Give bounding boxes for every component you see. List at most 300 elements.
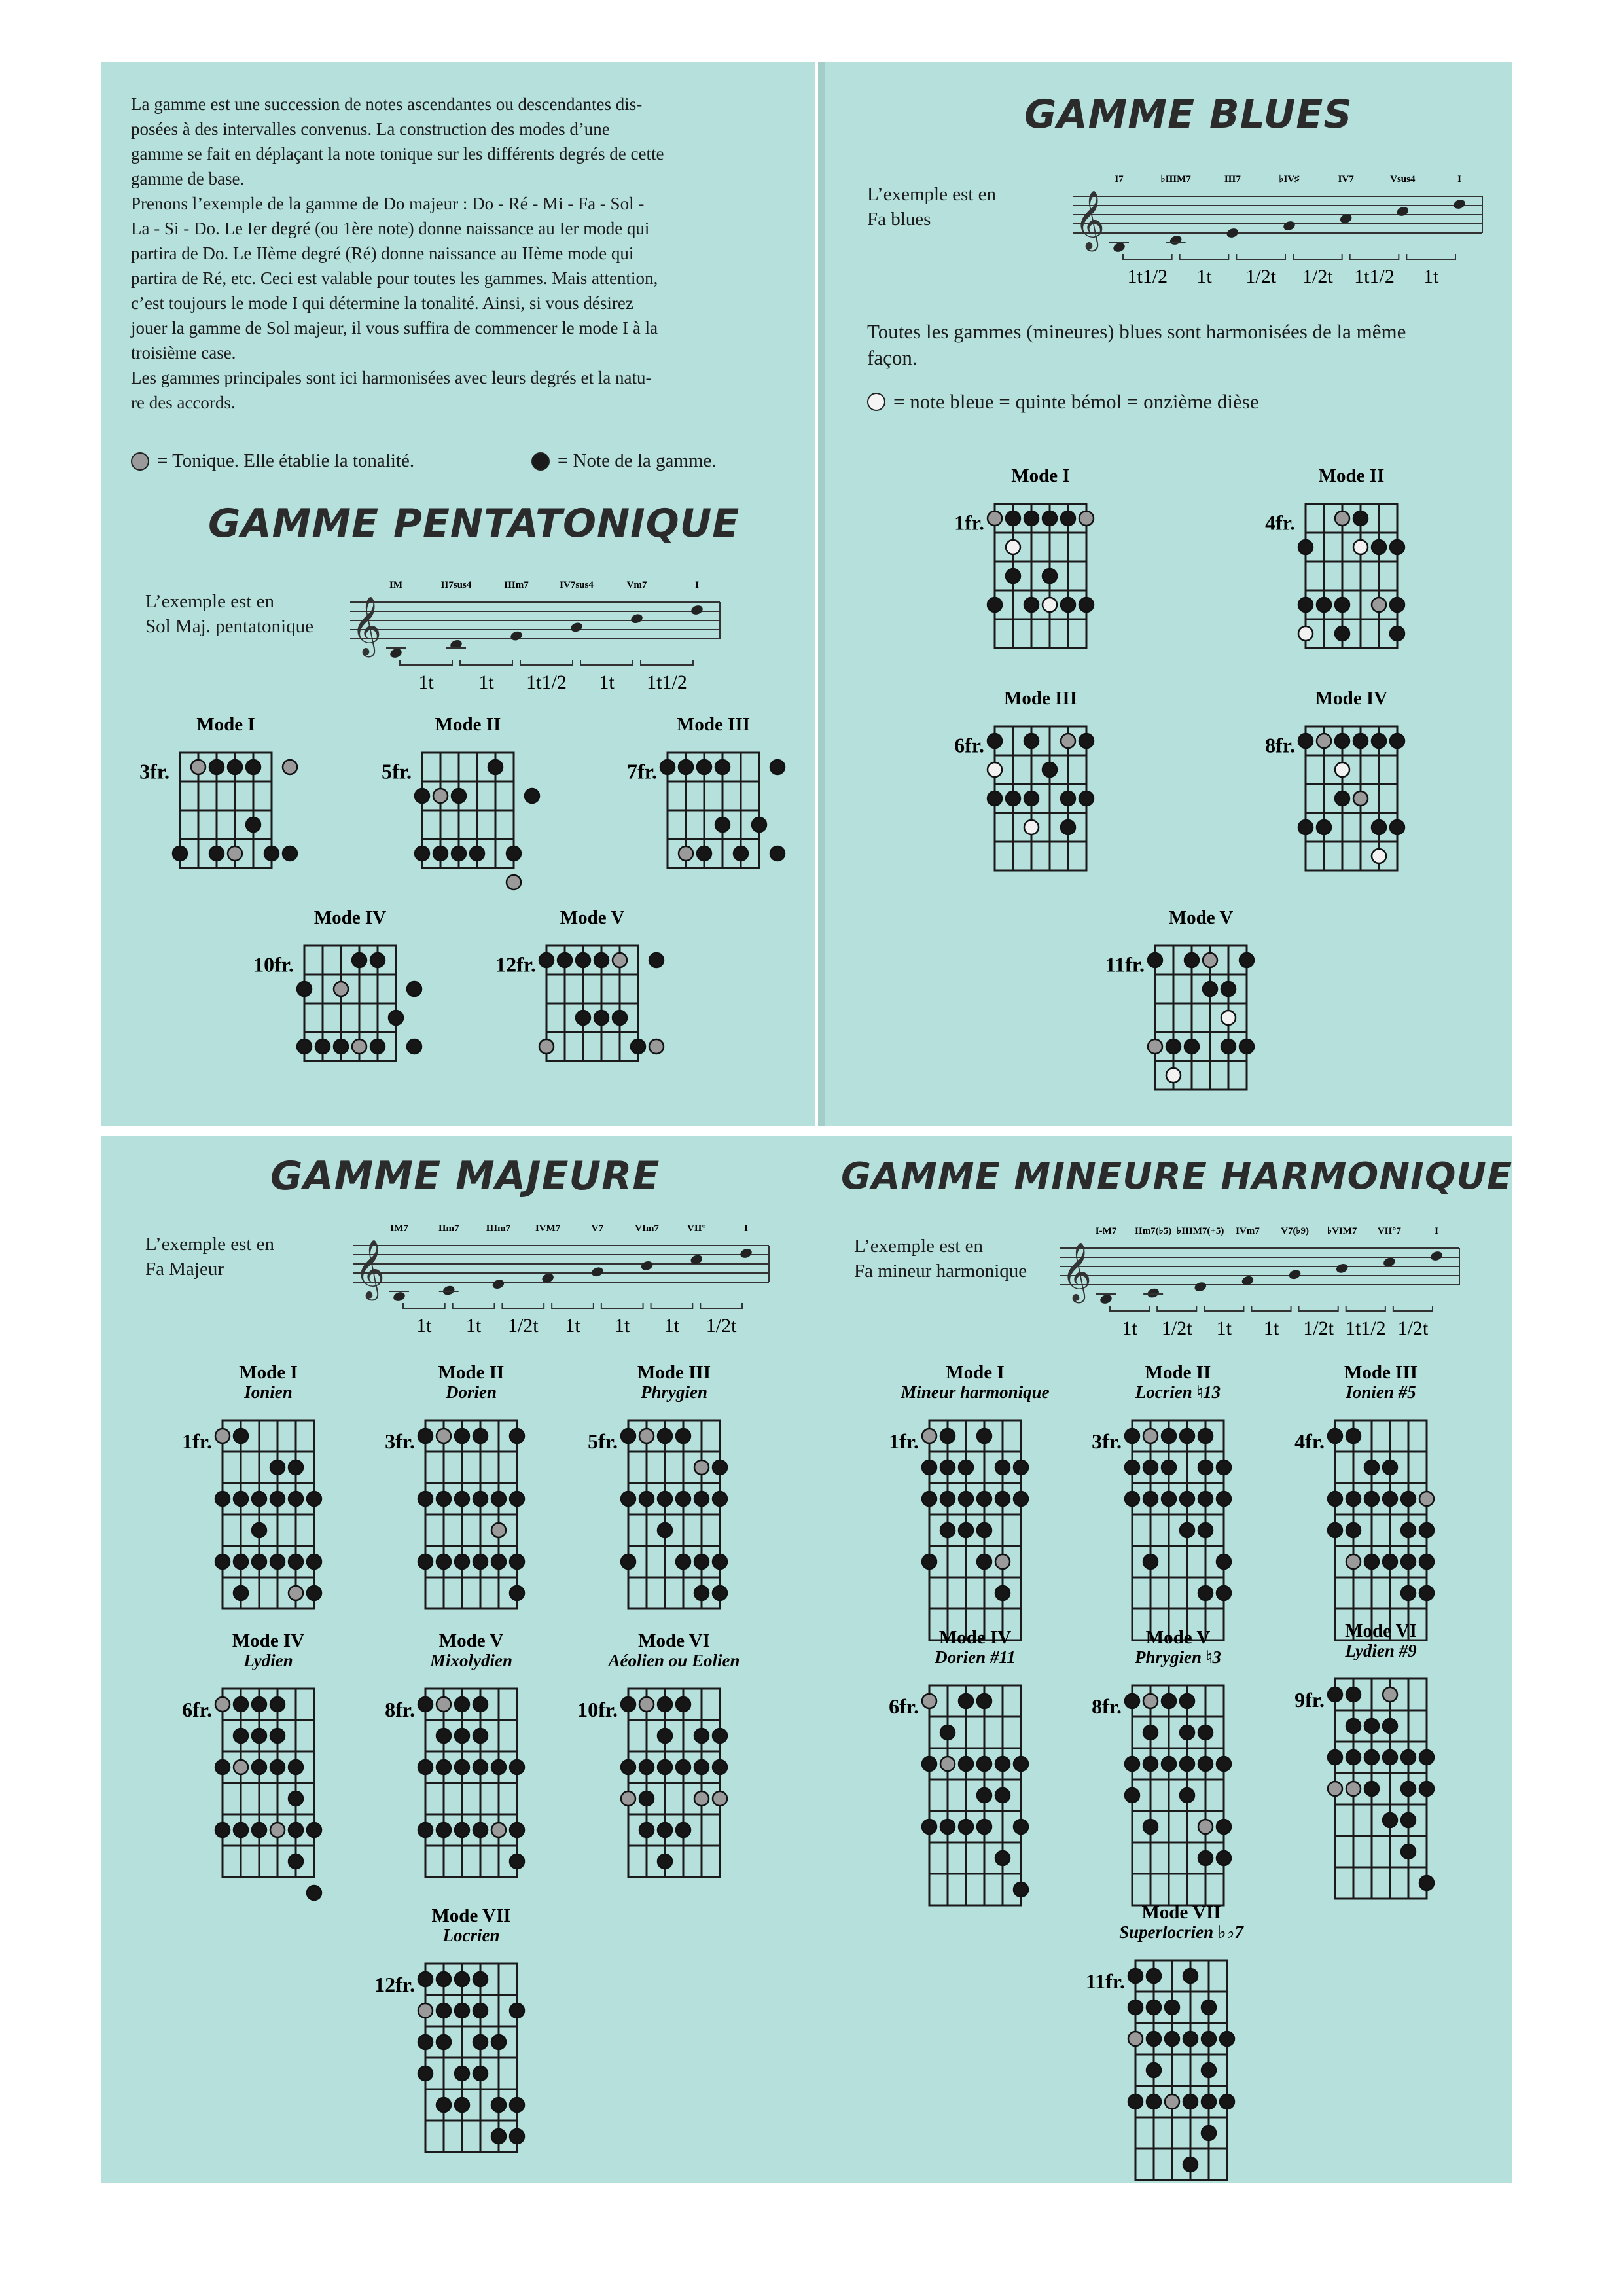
title-harmonic-minor: GAMME MINEURE HARMONIQUE xyxy=(841,1155,1513,1198)
scale-note-dot xyxy=(959,1492,973,1506)
scale-note-dot xyxy=(1346,1429,1361,1443)
tonic-dot xyxy=(283,760,297,774)
scale-note-dot xyxy=(1166,1039,1181,1054)
scale-note-dot xyxy=(437,2035,451,2049)
scale-note-dot xyxy=(658,1760,672,1774)
scale-note-dot xyxy=(940,1492,955,1506)
scale-note-dot xyxy=(1372,540,1386,554)
scale-note-dot xyxy=(1328,1523,1342,1537)
tonic-dot xyxy=(995,1554,1010,1569)
scale-note-dot xyxy=(995,1586,1010,1600)
scale-note-dot xyxy=(697,846,711,861)
scale-note-dot xyxy=(491,2035,506,2049)
scale-note-dot xyxy=(1079,734,1094,748)
interval-label: 1t1/2 xyxy=(647,672,687,693)
tonic-dot xyxy=(1353,791,1368,806)
fret-position-label: 10fr. xyxy=(577,1698,618,1722)
tonic-dot xyxy=(1165,2094,1179,2109)
mode-label: Mode I xyxy=(946,1362,1005,1383)
fretboard-diagram xyxy=(382,714,539,889)
fretboard-diagram xyxy=(1265,465,1404,648)
tonic-dot xyxy=(1079,511,1094,526)
scale-note-dot xyxy=(676,1554,690,1569)
tonic-dot xyxy=(437,1697,451,1712)
scale-note-dot xyxy=(621,1492,635,1506)
tonic-dot xyxy=(940,1757,955,1771)
fret-position-label: 12fr. xyxy=(495,952,536,977)
blue-note-dot xyxy=(1024,820,1039,834)
scale-note-dot xyxy=(252,1554,266,1569)
scale-note-dot xyxy=(1147,2094,1161,2109)
scale-note-dot xyxy=(1317,820,1331,834)
tonic-dot xyxy=(1383,1687,1397,1702)
blues-text-line: façon. xyxy=(867,346,918,369)
chord-label: IVM7 xyxy=(535,1223,561,1234)
tonic-dot xyxy=(507,875,521,889)
scale-note-dot xyxy=(1217,1757,1231,1771)
chord-label: II7sus4 xyxy=(440,580,472,590)
scale-note-dot xyxy=(1328,1687,1342,1702)
scale-note-dot xyxy=(370,1039,385,1054)
scale-note-dot xyxy=(510,1854,524,1869)
scale-note-dot xyxy=(491,2098,506,2112)
fret-position-label: 1fr. xyxy=(889,1429,919,1454)
blue-note-dot xyxy=(1353,540,1368,554)
scale-note-dot xyxy=(1346,1523,1361,1537)
scale-note-dot xyxy=(1185,1039,1199,1054)
interval-label: 1t xyxy=(416,1315,432,1336)
chord-label: IIm7 xyxy=(438,1223,459,1234)
scale-note-dot xyxy=(977,1429,991,1443)
scale-note-dot xyxy=(922,1757,936,1771)
mode-subtitle: Ionien xyxy=(244,1382,293,1402)
scale-note-dot xyxy=(289,1460,303,1475)
scale-note-dot xyxy=(418,1823,433,1837)
chord-label: IV7 xyxy=(1338,174,1354,185)
tonic-dot xyxy=(215,1697,230,1712)
scale-note-dot xyxy=(1221,1039,1236,1054)
fretboard-diagram xyxy=(1105,907,1254,1090)
scale-note-dot xyxy=(1128,2000,1143,2015)
scale-note-dot xyxy=(307,1492,321,1506)
scale-note-dot xyxy=(307,1823,321,1837)
scale-note-dot xyxy=(1401,1813,1416,1827)
scale-note-dot xyxy=(613,1011,627,1025)
scale-note-dot xyxy=(1061,511,1075,526)
interval-label: 1/2t xyxy=(705,1315,737,1336)
tonic-dot xyxy=(228,846,242,861)
fret-position-label: 3fr. xyxy=(1092,1429,1122,1454)
interval-label: 1t xyxy=(1423,266,1439,287)
scale-note-dot xyxy=(510,1586,524,1600)
example-line: Fa mineur harmonique xyxy=(854,1261,1027,1282)
fretboard-diagram xyxy=(577,1630,740,1877)
scale-note-dot xyxy=(1217,1554,1231,1569)
scale-note-dot xyxy=(639,1760,654,1774)
scale-note-dot xyxy=(715,760,730,774)
scale-note-dot xyxy=(940,1523,955,1537)
scale-note-dot xyxy=(940,1725,955,1740)
scale-note-dot xyxy=(658,1492,672,1506)
scale-note-dot xyxy=(1128,1969,1143,1983)
scale-note-dot xyxy=(713,1760,727,1774)
blue-note-dot xyxy=(1298,626,1313,641)
scale-note-dot xyxy=(1401,1750,1416,1765)
tonic-dot xyxy=(713,1791,727,1806)
scale-note-dot xyxy=(507,846,521,861)
scale-note-dot xyxy=(252,1697,266,1712)
chord-label: I xyxy=(1435,1226,1438,1236)
intro-line: gamme de base. xyxy=(131,169,245,188)
scale-note-dot xyxy=(370,953,385,967)
fret-position-label: 3fr. xyxy=(139,759,169,783)
scale-note-dot xyxy=(297,1039,312,1054)
scale-note-dot xyxy=(510,2003,524,2018)
scale-note-dot xyxy=(1165,2032,1179,2046)
interval-label: 1t xyxy=(465,1315,482,1336)
scale-note-dot xyxy=(1390,540,1404,554)
chord-label: V7(♭9) xyxy=(1281,1226,1310,1236)
scale-note-dot xyxy=(1198,1586,1213,1600)
scale-note-dot xyxy=(415,846,429,861)
fret-position-label: 4fr. xyxy=(1294,1429,1325,1454)
scale-note-dot xyxy=(576,953,590,967)
scale-note-dot xyxy=(289,1492,303,1506)
scale-note-dot xyxy=(510,2129,524,2144)
example-line: Fa blues xyxy=(867,209,931,230)
scale-note-dot xyxy=(1401,1492,1416,1506)
interval-label: 1/2t xyxy=(1245,266,1277,287)
scale-note-dot xyxy=(473,1760,488,1774)
scale-note-dot xyxy=(1419,1876,1434,1890)
interval-label: 1t xyxy=(1196,266,1212,287)
chord-label: IM xyxy=(389,580,402,590)
scale-note-dot xyxy=(1221,982,1236,996)
tonic-dot xyxy=(679,846,693,861)
scale-note-dot xyxy=(1202,2032,1216,2046)
mode-subtitle: Mineur harmonique xyxy=(901,1382,1050,1402)
scale-note-dot xyxy=(510,1554,524,1569)
mode-label: Mode V xyxy=(1145,1627,1211,1648)
scale-note-dot xyxy=(270,1729,285,1743)
mode-label: Mode II xyxy=(1318,465,1385,486)
scale-note-dot xyxy=(660,760,675,774)
scale-note-dot xyxy=(1220,2032,1234,2046)
scale-note-dot xyxy=(418,1429,433,1443)
chord-label: I-M7 xyxy=(1095,1226,1117,1236)
interval-label: 1t xyxy=(599,672,615,693)
scale-note-dot xyxy=(1014,1820,1028,1834)
fretboard-diagram xyxy=(385,1362,524,1609)
scale-note-dot xyxy=(1217,1586,1231,1600)
tonic-dot xyxy=(694,1460,709,1475)
mode-label: Mode V xyxy=(1168,907,1234,928)
scale-note-dot xyxy=(770,760,785,774)
chord-label: IIIm7 xyxy=(504,580,529,590)
tonic-dot xyxy=(352,1039,366,1054)
scale-note-dot xyxy=(1198,1757,1213,1771)
scale-note-dot xyxy=(437,2098,451,2112)
tonic-dot xyxy=(1143,1429,1158,1443)
scale-note-dot xyxy=(922,1554,936,1569)
scale-note-dot xyxy=(1217,1492,1231,1506)
tonic-dot xyxy=(1128,2032,1143,2046)
scale-note-dot xyxy=(1353,734,1368,748)
tonic-dot xyxy=(922,1694,936,1708)
chord-label: VIm7 xyxy=(635,1223,659,1234)
scale-note-dot xyxy=(455,1823,469,1837)
scale-note-dot xyxy=(713,1460,727,1475)
tonic-dot xyxy=(215,1429,230,1443)
scale-note-dot xyxy=(473,1492,488,1506)
scale-note-dot xyxy=(1335,791,1349,806)
fretboard-frame xyxy=(1306,726,1397,870)
tonic-dot xyxy=(1143,1694,1158,1708)
scale-note-dot xyxy=(234,1492,248,1506)
scale-note-dot xyxy=(1202,2000,1216,2015)
scale-note-dot xyxy=(940,1820,955,1834)
scale-note-dot xyxy=(252,1492,266,1506)
scale-note-dot xyxy=(1383,1750,1397,1765)
title-blues: GAMME BLUES xyxy=(1024,92,1353,137)
intro-line: La - Si - Do. Le Ier degré (ou 1ère note) donne naissance au Ier mode qui xyxy=(131,219,650,238)
example-line: Fa Majeur xyxy=(145,1259,224,1280)
scale-note-dot xyxy=(1346,1492,1361,1506)
scale-note-dot xyxy=(455,2066,469,2081)
scale-note-dot xyxy=(307,1886,321,1900)
scale-note-dot xyxy=(539,953,554,967)
scale-note-dot xyxy=(510,1823,524,1837)
scale-note-dot xyxy=(658,1697,672,1712)
scale-note-dot xyxy=(470,846,484,861)
scale-note-dot xyxy=(1419,1554,1434,1569)
interval-label: 1/2t xyxy=(1397,1318,1429,1339)
tonic-dot xyxy=(1372,598,1386,612)
tonic-dot xyxy=(1317,734,1331,748)
treble-clef-icon: 𝄞 xyxy=(351,596,382,655)
scale-note-dot xyxy=(1202,2094,1216,2109)
scale-note-dot xyxy=(977,1492,991,1506)
scale-note-dot xyxy=(1346,1750,1361,1765)
scale-note-dot xyxy=(1006,511,1020,526)
scale-note-dot xyxy=(234,1586,248,1600)
chord-label: IIIm7 xyxy=(486,1223,511,1234)
fretboard-diagram xyxy=(889,1627,1028,1905)
scale-note-dot xyxy=(270,1554,285,1569)
intro-line: partira de Do. Le IIème degré (Ré) donne naissance au IIème mode qui xyxy=(131,243,634,263)
scale-note-dot xyxy=(455,1429,469,1443)
scale-note-dot xyxy=(1014,1757,1028,1771)
tonic-dot xyxy=(1148,1039,1162,1054)
intro-line: troisième case. xyxy=(131,343,236,363)
scale-note-dot xyxy=(1390,734,1404,748)
scale-note-dot xyxy=(1372,820,1386,834)
scale-note-dot xyxy=(433,846,448,861)
fret-position-label: 3fr. xyxy=(385,1429,415,1454)
scale-note-dot xyxy=(649,953,664,967)
scale-note-dot xyxy=(977,1788,991,1803)
scale-note-dot xyxy=(270,1697,285,1712)
interval-label: 1t xyxy=(664,1315,680,1336)
scale-note-dot xyxy=(922,1492,936,1506)
scale-note-dot xyxy=(959,1460,973,1475)
scale-note-dot xyxy=(473,1823,488,1837)
scale-note-dot xyxy=(676,1823,690,1837)
fret-position-label: 6fr. xyxy=(954,733,984,757)
scale-note-dot xyxy=(437,1760,451,1774)
chord-label: VII° xyxy=(687,1223,706,1234)
fretboard-diagram xyxy=(253,907,421,1061)
scale-note-dot xyxy=(694,1492,709,1506)
scale-note-dot xyxy=(473,1697,488,1712)
scale-note-dot xyxy=(1061,791,1075,806)
mode-label: Mode II xyxy=(435,714,501,735)
scale-note-dot xyxy=(1419,1523,1434,1537)
scale-note-dot xyxy=(1183,2032,1198,2046)
mode-subtitle: Ionien #5 xyxy=(1346,1382,1416,1402)
mode-subtitle: Mixolydien xyxy=(430,1651,512,1670)
scale-note-dot xyxy=(1419,1586,1434,1600)
scale-note-dot xyxy=(713,1554,727,1569)
scale-note-dot xyxy=(418,1492,433,1506)
fretboard-diagram xyxy=(889,1362,1050,1640)
scale-note-dot xyxy=(658,1854,672,1869)
fret-position-label: 8fr. xyxy=(1092,1695,1122,1719)
tonic-dot xyxy=(1198,1820,1213,1834)
legend-blue-text: = note bleue = quinte bémol = onzième dièse xyxy=(893,390,1259,413)
scale-note-dot xyxy=(334,1039,348,1054)
scale-note-dot xyxy=(1180,1757,1194,1771)
blue-note-dot xyxy=(1372,849,1386,863)
scale-note-dot xyxy=(977,1523,991,1537)
scale-note-dot xyxy=(1202,2126,1216,2140)
scale-note-dot xyxy=(1390,820,1404,834)
scale-note-dot xyxy=(1143,1460,1158,1475)
scale-note-dot xyxy=(676,1429,690,1443)
scale-note-dot xyxy=(1183,1969,1198,1983)
scale-note-dot xyxy=(252,1760,266,1774)
mode-label: Mode III xyxy=(637,1362,711,1383)
chord-label: III7 xyxy=(1224,174,1241,185)
scale-note-dot xyxy=(639,1492,654,1506)
chord-label: IV7sus4 xyxy=(560,580,594,590)
scale-note-dot xyxy=(415,789,429,803)
scale-note-dot xyxy=(473,1972,488,1986)
interval-label: 1t1/2 xyxy=(1345,1318,1386,1339)
tonic-dot xyxy=(539,1039,554,1054)
scale-note-dot xyxy=(694,1586,709,1600)
scale-note-dot xyxy=(977,1820,991,1834)
fretboard-diagram xyxy=(495,907,664,1061)
interval-label: 1t xyxy=(1122,1318,1137,1339)
scale-note-dot xyxy=(1419,1750,1434,1765)
scale-note-dot xyxy=(1364,1460,1379,1475)
title-major: GAMME MAJEURE xyxy=(270,1153,660,1199)
scale-note-dot xyxy=(1061,820,1075,834)
chord-label: ♭VIM7 xyxy=(1327,1226,1357,1236)
scale-note-dot xyxy=(1125,1757,1139,1771)
scale-note-dot xyxy=(713,1492,727,1506)
scale-note-dot xyxy=(510,1429,524,1443)
mode-label: Mode V xyxy=(438,1630,504,1651)
scale-note-dot xyxy=(455,1729,469,1743)
tonic-dot xyxy=(270,1823,285,1837)
scale-note-dot xyxy=(558,953,572,967)
scale-note-dot xyxy=(228,760,242,774)
mode-label: Mode I xyxy=(196,714,255,735)
intro-line: c’est toujours le mode I qui détermine la tonalité. Ainsi, si vous désirez xyxy=(131,293,633,313)
scale-note-dot xyxy=(694,1760,709,1774)
scale-note-dot xyxy=(252,1523,266,1537)
scale-note-dot xyxy=(1014,1882,1028,1897)
scale-note-dot xyxy=(246,760,260,774)
scale-note-dot xyxy=(418,2035,433,2049)
scale-note-dot xyxy=(418,1697,433,1712)
legend-tonic-text: = Tonique. Elle établie la tonalité. xyxy=(157,450,415,471)
mode-subtitle: Aéolien ou Eolien xyxy=(608,1651,740,1670)
scale-note-dot xyxy=(1128,2094,1143,2109)
scale-note-dot xyxy=(1180,1788,1194,1803)
chord-label: IIm7(♭5) xyxy=(1135,1226,1172,1236)
scale-note-dot xyxy=(418,2066,433,2081)
scale-note-dot xyxy=(352,953,366,967)
scale-note-dot xyxy=(246,817,260,832)
scale-note-dot xyxy=(473,1429,488,1443)
interval-label: 1t xyxy=(418,672,434,693)
scale-note-dot xyxy=(658,1523,672,1537)
scale-note-dot xyxy=(307,1586,321,1600)
interval-label: 1/2t xyxy=(1302,266,1333,287)
scale-note-dot xyxy=(1147,2000,1161,2015)
scale-note-dot xyxy=(1298,598,1313,612)
mode-label: Mode VI xyxy=(638,1630,710,1651)
fret-position-label: 7fr. xyxy=(627,759,657,783)
scale-note-dot xyxy=(1217,1820,1231,1834)
scale-note-dot xyxy=(995,1492,1010,1506)
scale-note-dot xyxy=(1401,1782,1416,1796)
scale-note-dot xyxy=(1328,1492,1342,1506)
scale-note-dot xyxy=(1198,1429,1213,1443)
scale-note-dot xyxy=(1024,598,1039,612)
scale-note-dot xyxy=(621,1760,635,1774)
example-line: L’exemple est en xyxy=(145,1234,275,1255)
scale-note-dot xyxy=(1419,1782,1434,1796)
scale-note-dot xyxy=(1240,953,1254,967)
scale-note-dot xyxy=(676,1492,690,1506)
intro-line: jouer la gamme de Sol majeur, il vous suffira de commencer le mode I à la xyxy=(131,318,658,338)
scale-note-dot xyxy=(491,1554,506,1569)
scale-note-dot xyxy=(959,1757,973,1771)
tonic-dot xyxy=(491,1523,506,1537)
tonic-dot xyxy=(1203,953,1217,967)
scale-note-dot xyxy=(1043,511,1057,526)
scale-note-dot xyxy=(1401,1844,1416,1859)
fret-position-label: 5fr. xyxy=(588,1429,618,1454)
tonic-dot xyxy=(234,1760,248,1774)
scale-note-dot xyxy=(1014,1460,1028,1475)
fret-position-label: 9fr. xyxy=(1294,1688,1325,1712)
scale-note-dot xyxy=(234,1554,248,1569)
scale-note-dot xyxy=(1401,1586,1416,1600)
scale-note-dot xyxy=(289,1823,303,1837)
scale-note-dot xyxy=(977,1757,991,1771)
scale-note-dot xyxy=(1198,1851,1213,1865)
scale-note-dot xyxy=(959,1523,973,1537)
scale-note-dot xyxy=(455,1697,469,1712)
scale-note-dot xyxy=(639,1823,654,1837)
scale-note-dot xyxy=(1183,2157,1198,2172)
mode-subtitle: Superlocrien ♭♭7 xyxy=(1119,1922,1243,1942)
